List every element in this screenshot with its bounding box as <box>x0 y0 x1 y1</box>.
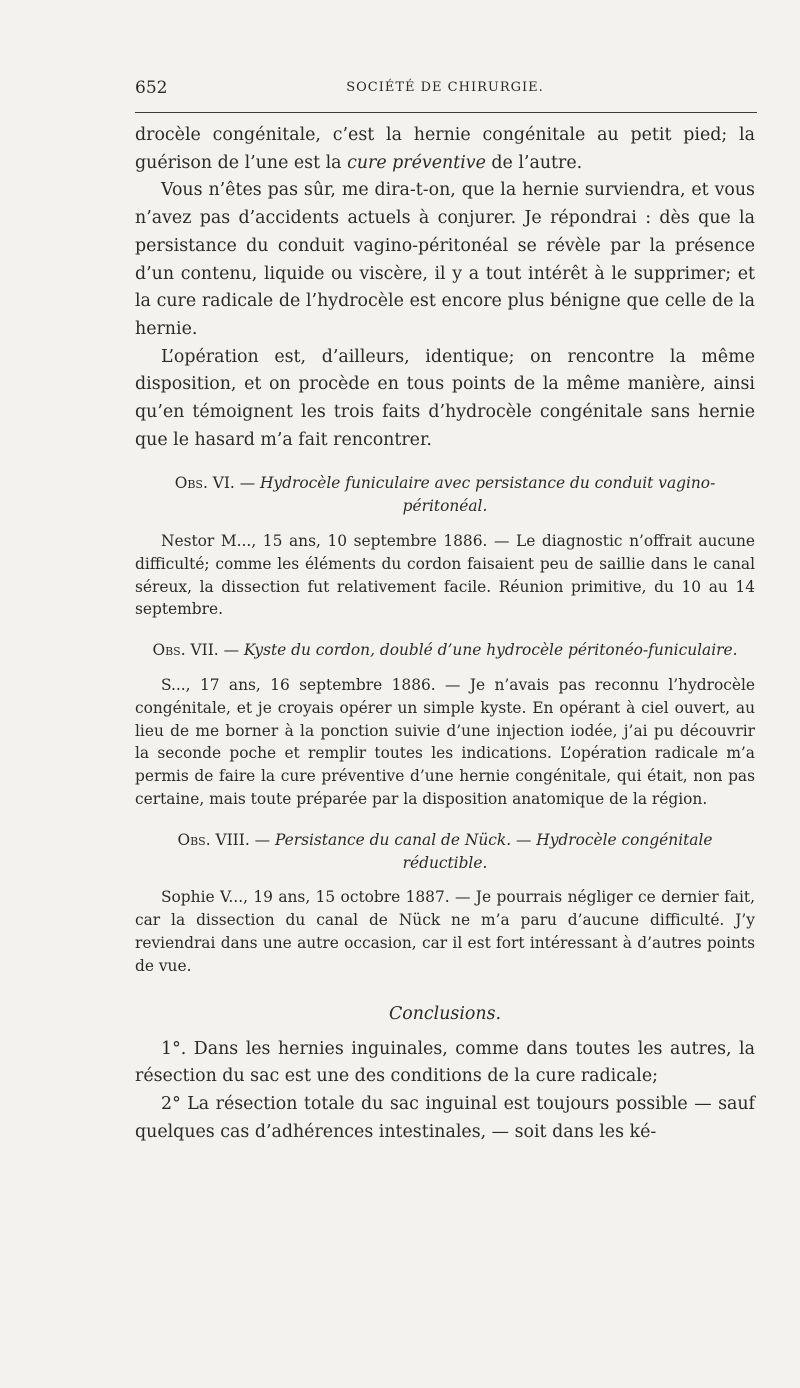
conclusion-2: 2° La résection totale du sac inguinal est toujours possible — sauf quelques cas d’adhérences intestinales, — soit dans les ké- <box>135 1093 755 1142</box>
obs-7-body: S..., 17 ans, 16 septembre 1886. — Je n’avais pas reconnu l’hydrocèle congénitale, et je croyais opérer un simple kyste. En opérant à ciel ouvert, au lieu de me borner à la ponction suivie d’une injection iodée, j’ai pu découvrir la seconde poche et remplir toutes les indications. L’opération radicale m’a permis de faire la cure préventive d’une hernie congénitale, qui était, non pas certaine, mais toute préparée par la disposition anatomique de la région. <box>135 676 755 808</box>
obs-8-heading: Obs. VIII. — Persistance du canal de Nück. — Hydrocèle congénitale réductible. <box>177 830 713 872</box>
obs-8-body: Sophie V..., 19 ans, 15 octobre 1887. — Je pourrais négliger ce dernier fait, car la dissection du canal de Nück ne m’a paru d’aucune difficulté. J’y reviendrai dans une autre occasion, car il est fort intéressant à d’autres points de vue. <box>135 888 755 975</box>
obs-7-heading: Obs. VII. — Kyste du cordon, doublé d’une hydrocèle péritonéo-funiculaire. <box>152 641 738 660</box>
running-title: SOCIÉTÉ DE CHIRURGIE. <box>346 80 544 95</box>
conclusion-1: 1°. Dans les hernies inguinales, comme dans toutes les autres, la résection du sac est une des conditions de la cure radicale; <box>135 1038 755 1087</box>
paragraph-operation: L’opération est, d’ailleurs, identique; on rencontre la même disposition, et on procède en tous points de la même manière, ainsi qu’en témoignent les trois faits d’hydrocèle congénitale sans hernie que le hasard m’a fait rencontrer. <box>135 346 755 450</box>
page-number: 652 <box>135 78 168 98</box>
paragraph-continuation: drocèle congénitale, c’est la hernie congénitale au petit pied; la guérison de l’une est la cure préventive de l’autre. <box>135 125 755 173</box>
cure-preventive-emphasis: cure préventive <box>347 152 486 173</box>
paragraph-objection: Vous n’êtes pas sûr, me dira-t-on, que la hernie surviendra, et vous n’avez pas d’accidents actuels à conjurer. Je répondrai : dès que la persistance du conduit vagino-péritonéal se révèle par la présence d’un contenu, liquide ou viscère, il y a tout intérêt à le supprimer; et la cure radicale de l’hydrocèle est encore plus bénigne que celle de la hernie. <box>135 180 755 339</box>
obs-6-heading: Obs. VI. — Hydrocèle funiculaire avec persistance du conduit vagino-péritonéal. <box>174 474 716 516</box>
body-text <box>135 122 755 1146</box>
page-header <box>135 78 755 100</box>
conclusions-heading: Conclusions. <box>388 1003 502 1024</box>
header-rule <box>135 112 757 113</box>
obs-6-body: Nestor M..., 15 ans, 10 septembre 1886. — Le diagnostic n’offrait aucune difficulté; comme les éléments du cordon faisaient peu de saillie dans le canal séreux, la dissection fut relativement facile. Réunion primitive, du 10 au 14 septembre. <box>135 532 755 619</box>
